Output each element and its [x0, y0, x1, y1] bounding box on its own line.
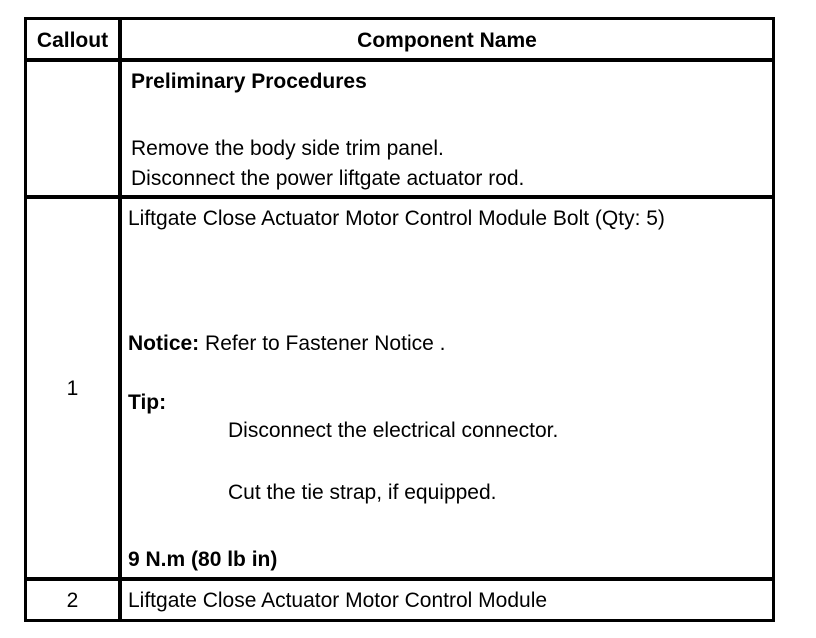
tip-item: Cut the tie strap, if equipped.: [228, 481, 497, 504]
tip-label: Tip:: [128, 391, 167, 414]
component-table: [24, 17, 775, 622]
preliminary-divider: [24, 195, 775, 199]
row-divider: [24, 577, 775, 581]
row-component-name: Liftgate Close Actuator Motor Control Module Bolt (Qty: 5): [128, 207, 665, 230]
preliminary-step: Disconnect the power liftgate actuator rod.: [131, 167, 525, 190]
torque-spec: 9 N.m (80 lb in): [128, 548, 278, 571]
notice-line: [128, 332, 445, 356]
row-callout: 1: [66, 377, 79, 400]
table-border-top: [24, 17, 775, 20]
column-divider: [118, 17, 122, 622]
table-border-bottom: [24, 619, 775, 622]
row-callout: 2: [66, 589, 79, 612]
table-border-left: [24, 17, 27, 622]
table-border-right: [772, 17, 775, 622]
header-divider: [24, 58, 775, 62]
notice-label: Notice:: [128, 332, 200, 355]
preliminary-step: Remove the body side trim panel.: [131, 137, 444, 160]
notice-text: Refer to Fastener Notice .: [199, 332, 446, 355]
row-component-name: Liftgate Close Actuator Motor Control Module: [128, 589, 548, 612]
tip-item: Disconnect the electrical connector.: [228, 419, 559, 442]
header-component-name: Component Name: [357, 29, 537, 52]
preliminary-title: Preliminary Procedures: [131, 70, 367, 93]
header-callout: Callout: [36, 29, 109, 52]
